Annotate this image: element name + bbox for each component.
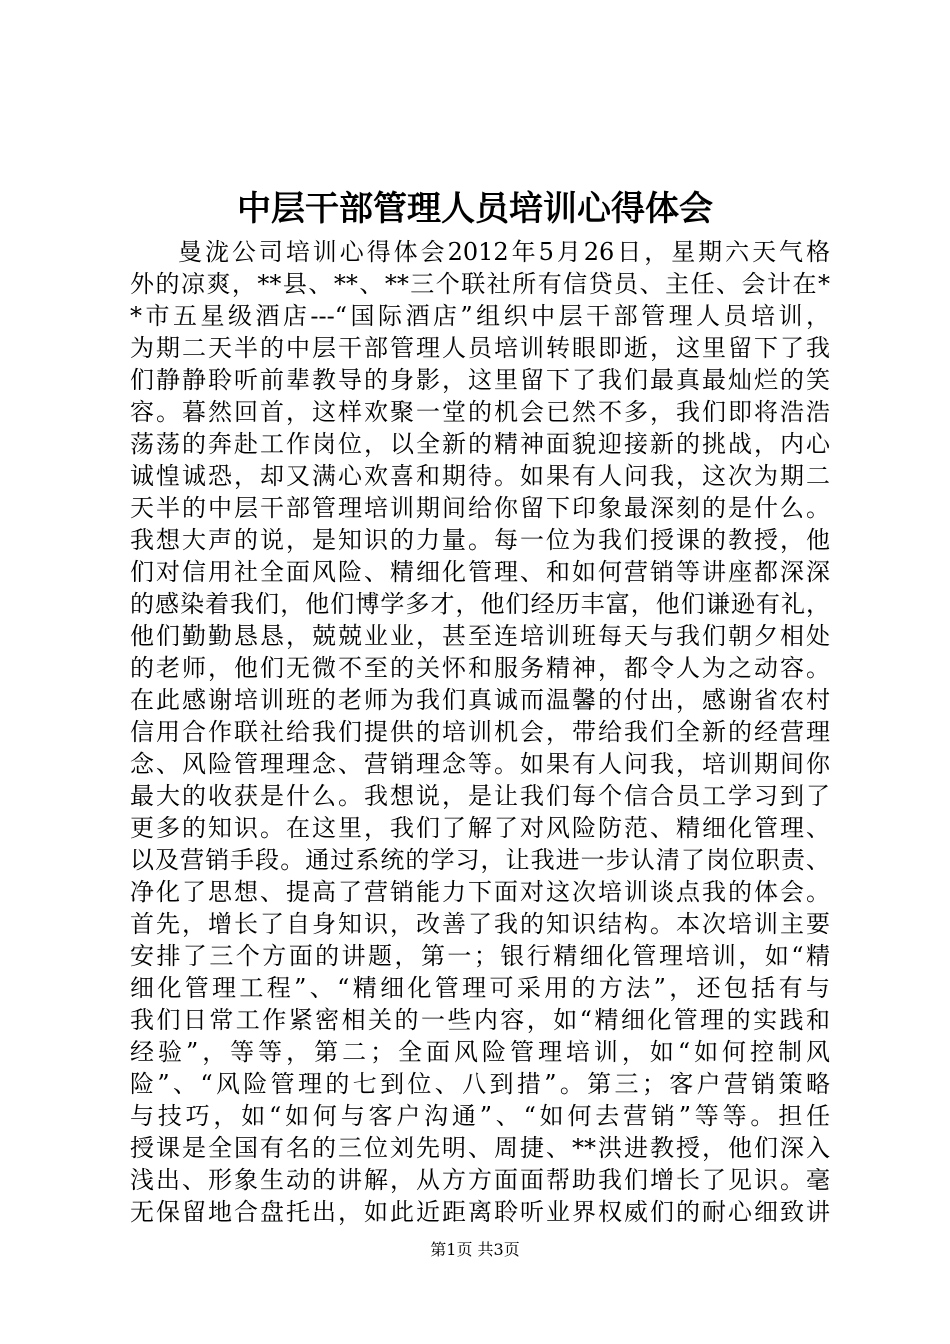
body-line: 天半的中层干部管理培训期间给你留下印象最深刻的是什么。 <box>130 494 830 522</box>
body-line: 他们勤勤恳恳，兢兢业业，甚至连培训班每天与我们朝夕相处 <box>130 622 830 650</box>
body-line: 在此感谢培训班的老师为我们真诚而温馨的付出，感谢省农村 <box>130 686 830 714</box>
body-line: 授课是全国有名的三位刘先明、周捷、**洪进教授，他们深入 <box>130 1134 830 1162</box>
body-line: 的老师，他们无微不至的关怀和服务精神，都令人为之动容。 <box>130 654 830 682</box>
body-line: 经验”，等等，第二；全面风险管理培训，如“如何控制风 <box>130 1038 830 1066</box>
body-line: 细化管理工程”、“精细化管理可采用的方法”，还包括有与 <box>130 974 830 1002</box>
body-line: 更多的知识。在这里，我们了解了对风险防范、精细化管理、 <box>130 814 830 842</box>
body-line: 净化了思想、提高了营销能力下面对这次培训谈点我的体会。 <box>130 878 830 906</box>
body-line: 我们日常工作紧密相关的一些内容，如“精细化管理的实践和 <box>130 1006 830 1034</box>
body-line: 们静静聆听前辈教导的身影，这里留下了我们最真最灿烂的笑 <box>130 366 830 394</box>
body-line: 信用合作联社给我们提供的培训机会，带给我们全新的经营理 <box>130 718 830 746</box>
body-line: 最大的收获是什么。我想说，是让我们每个信合员工学习到了 <box>130 782 830 810</box>
body-line: 荡荡的奔赴工作岗位，以全新的精神面貌迎接新的挑战，内心 <box>130 430 830 458</box>
body-line: 的感染着我们，他们博学多才，他们经历丰富，他们谦逊有礼， <box>130 590 830 618</box>
document-body <box>130 236 830 1228</box>
body-line: 诚惶诚恐，却又满心欢喜和期待。如果有人问我，这次为期二 <box>130 462 830 490</box>
body-line: 念、风险管理理念、营销理念等。如果有人问我，培训期间你 <box>130 750 830 778</box>
body-line: 为期二天半的中层干部管理人员培训转眼即逝，这里留下了我 <box>130 334 830 362</box>
body-line: 曼泷公司培训心得体会2012年5月26日，星期六天气格 <box>178 238 830 266</box>
body-line: 安排了三个方面的讲题，第一；银行精细化管理培训，如“精 <box>130 942 830 970</box>
body-line: 首先，增长了自身知识，改善了我的知识结构。本次培训主要 <box>130 910 830 938</box>
body-line: 浅出、形象生动的讲解，从方方面面帮助我们增长了见识。毫 <box>130 1166 830 1194</box>
page-footer: 第1页 共3页 <box>430 1240 520 1259</box>
body-line: 无保留地合盘托出，如此近距离聆听业界权威们的耐心细致讲 <box>130 1198 830 1226</box>
body-line: 容。暮然回首，这样欢聚一堂的机会已然不多，我们即将浩浩 <box>130 398 830 426</box>
body-line: 以及营销手段。通过系统的学习，让我进一步认清了岗位职责、 <box>130 846 830 874</box>
body-line: *市五星级酒店---“国际酒店”组织中层干部管理人员培训， <box>130 302 830 330</box>
body-line: 们对信用社全面风险、精细化管理、和如何营销等讲座都深深 <box>130 558 830 586</box>
body-line: 外的凉爽，**县、**、**三个联社所有信贷员、主任、会计在* <box>130 270 830 298</box>
body-line: 与技巧，如“如何与客户沟通”、“如何去营销”等等。担任 <box>130 1102 830 1130</box>
body-line: 我想大声的说，是知识的力量。每一位为我们授课的教授，他 <box>130 526 830 554</box>
body-line: 险”、“风险管理的七到位、八到措”。第三；客户营销策略 <box>130 1070 830 1098</box>
document-title: 中层干部管理人员培训心得体会 <box>237 189 713 229</box>
